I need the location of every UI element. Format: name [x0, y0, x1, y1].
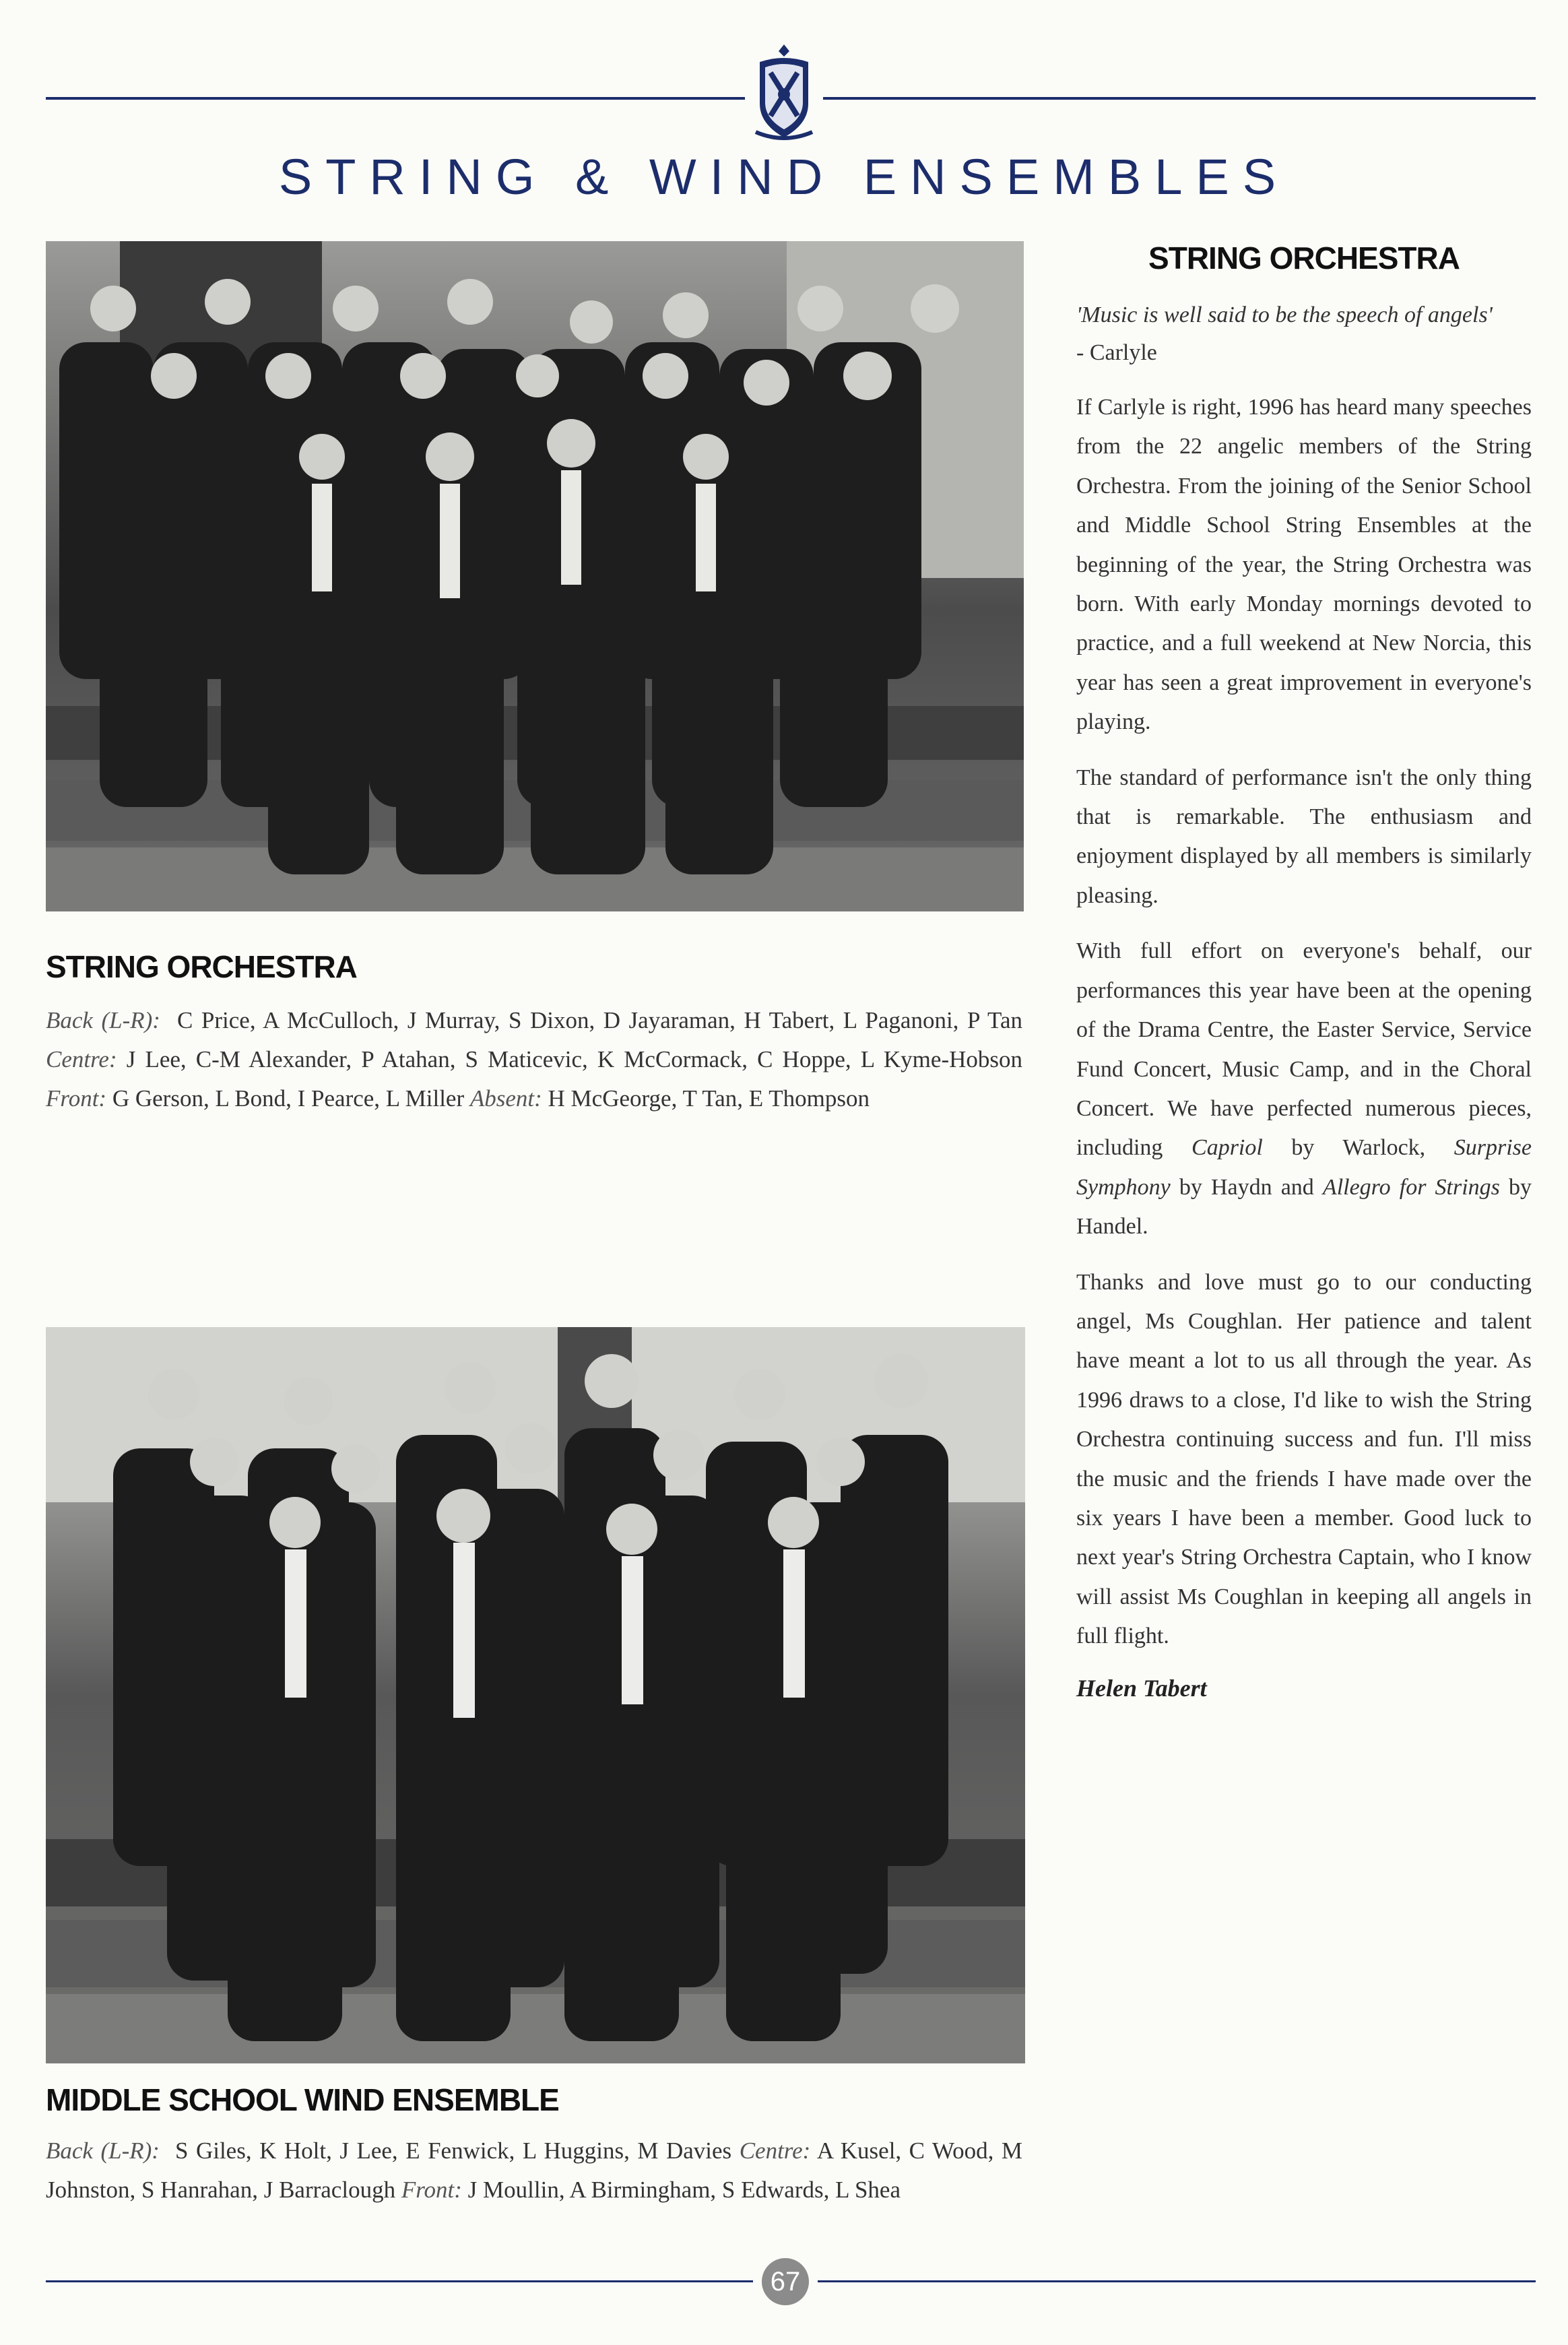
page-title: STRING & WIND ENSEMBLES: [278, 149, 1290, 205]
p3-work-allegro: Allegro for Strings: [1322, 1174, 1500, 1200]
article-quote: [1076, 296, 1532, 372]
quote-author: - Carlyle: [1076, 340, 1157, 365]
caption-back-names: C Price, A McCulloch, J Murray, S Dixon, D Jayaraman, H Tabert, L Paganoni, P Tan: [177, 1007, 1022, 1033]
article-paragraph-3: [1076, 932, 1532, 1246]
caption2-front-names: J Moullin, A Birmingham, S Edwards, L Shea: [467, 2177, 901, 2203]
quote-text: 'Music is well said to be the speech of angels': [1076, 302, 1493, 327]
article-paragraph-4: Thanks and love must go to our conducting angel, Ms Coughlan. Her patience and talent have meant a lot to us all through the year. As 1996 draws to a close, I'd like to wish the String Orchestra continuing success and fun. I'll miss the music and the friends I have made over the six years I have been a member. Good luck to next year's String Orchestra Captain, who I know will assist Ms Coughlan in keeping all angels in full flight.: [1076, 1269, 1532, 1649]
school-crest-icon: [750, 42, 818, 143]
caption-absent-names: H McGeorge, T Tan, E Thompson: [548, 1085, 870, 1112]
caption2-centre-label: Centre:: [739, 2138, 811, 2164]
p3-work-capriol: Capriol: [1191, 1135, 1263, 1161]
wind-ensemble-photo: [46, 1327, 1025, 2063]
caption-front-label: Front:: [46, 1085, 107, 1112]
caption2-back-label: Back (L-R):: [46, 2138, 160, 2164]
p3-work-surprise: Surprise Symphony: [1076, 1135, 1532, 1200]
string-orchestra-photo: [46, 241, 1024, 911]
caption-front-names: G Gerson, L Bond, I Pearce, L Miller: [112, 1085, 465, 1112]
article-column: [1076, 240, 1532, 1702]
article-paragraph-1: If Carlyle is right, 1996 has heard many speeches from the 22 angelic members of the String Orchestra. From the joining of the Senior School and Middle School String Ensembles at the beginning of the year, the String Orchestra was born. With early Monday mornings devoted to practice, and a full weekend at New Norcia, this year has seen a great improvement in everyone's playing.: [1076, 395, 1532, 735]
caption2-back-names: S Giles, K Holt, J Lee, E Fenwick, L Huggins, M Davies: [174, 2138, 732, 2164]
footer-rule-right: [818, 2280, 1536, 2282]
caption2-centre-names: A Kusel, C Wood, M Johnston, S Hanrahan, J Barraclough: [46, 2138, 1023, 2203]
p3-part-a: With full effort on everyone's behalf, our performances this year have been at the opening of the Drama Centre, the Easter Service, Service Fund Concert, Music Camp, and in the Choral Concert. We have perfected numerous pieces, including: [1076, 938, 1532, 1161]
article-signature: Helen Tabert: [1076, 1674, 1207, 1702]
article-title: STRING ORCHESTRA: [1148, 240, 1460, 276]
caption-absent-label: Absent:: [469, 1085, 542, 1112]
header-rule-right: [823, 97, 1536, 100]
caption-wind-ensemble-names: [46, 2131, 1022, 2210]
page-number: 67: [762, 2258, 809, 2305]
caption2-front-label: Front:: [401, 2177, 462, 2203]
p3-part-b: by Warlock,: [1291, 1135, 1426, 1161]
article-paragraph-2: The standard of performance isn't the only thing that is remarkable. The enthusiasm and enjoyment displayed by all members is similarly pleasing.: [1076, 765, 1532, 908]
caption-string-orchestra-title: STRING ORCHESTRA: [46, 949, 357, 984]
caption-back-label: Back (L-R):: [46, 1007, 160, 1033]
header-rule-left: [46, 97, 745, 100]
caption-centre-names: J Lee, C-M Alexander, P Atahan, S Maticevic, K McCormack, C Hoppe, L Kyme-Hobson: [126, 1046, 1022, 1072]
caption-wind-ensemble-title: MIDDLE SCHOOL WIND ENSEMBLE: [46, 2082, 559, 2117]
footer-rule-left: [46, 2280, 753, 2282]
caption-centre-label: Centre:: [46, 1046, 117, 1072]
p3-part-d: by Handel.: [1076, 1174, 1532, 1240]
p3-part-c: by Haydn and: [1179, 1174, 1314, 1200]
caption-string-orchestra-names: [46, 1001, 1022, 1118]
